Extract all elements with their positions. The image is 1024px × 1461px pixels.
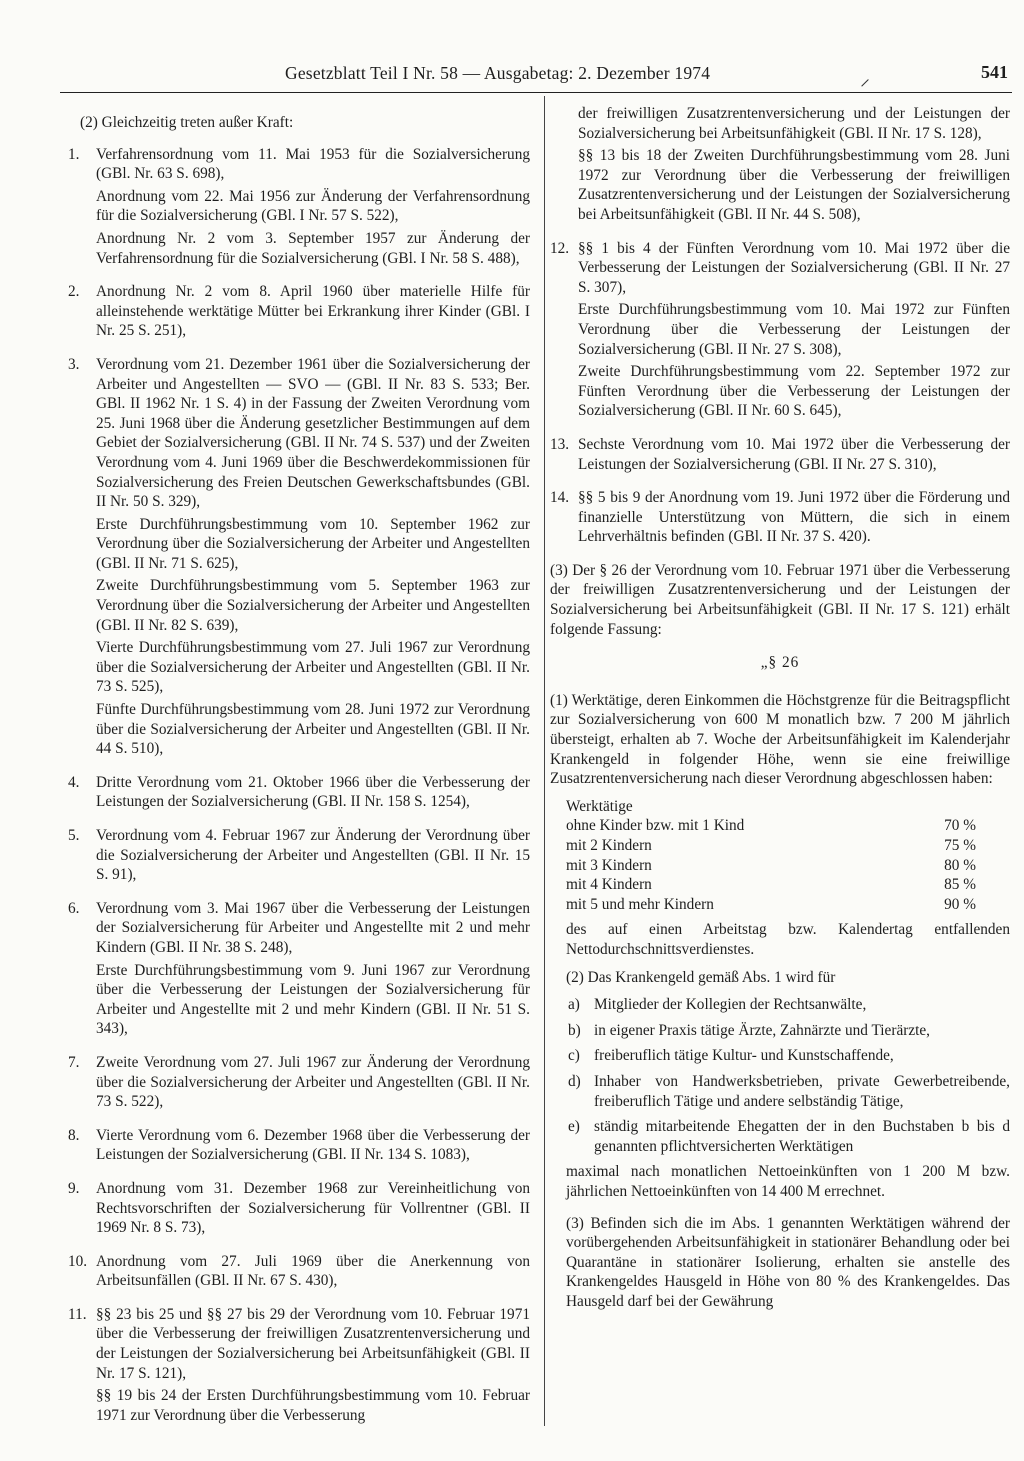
item-number: 8. xyxy=(68,1126,80,1144)
section-heading: „§ 26 xyxy=(760,654,800,672)
right-column xyxy=(550,104,1010,1319)
letter-text: Inhaber von Handwerksbetrieben, private Gewerbetreibende, freiberuflich Tätige und andere selbständig Tätige, xyxy=(594,1072,1010,1110)
item-text: Zweite Durchführungsbestimmung vom 22. September 1972 zur Fünften Verordnung über die Verbesserung der Leistungen der Sozialversicherung (GBl. II Nr. 60 S. 645), xyxy=(578,363,1010,420)
handwritten-mark: ⸝ xyxy=(860,68,870,90)
item-text: Fünfte Durchführungsbestimmung vom 28. Juni 1972 zur Verordnung über die Sozialversicherung der Arbeiter und Angestellten (GBl. II Nr. 44 S. 510), xyxy=(96,701,530,758)
list-item xyxy=(68,145,530,269)
item-text: Dritte Verordnung vom 21. Oktober 1966 über die Verbesserung der Leistungen der Sozialversicherung (GBl. II Nr. 158 S. 1254), xyxy=(96,773,530,811)
letter-list xyxy=(550,995,1010,1156)
item-text: Vierte Durchführungsbestimmung vom 27. Juli 1967 zur Verordnung über die Sozialversicherung der Arbeiter und Angestellten (GBl. II Nr. 73 S. 525), xyxy=(96,639,530,696)
table-row xyxy=(566,836,976,856)
continued-text: §§ 13 bis 18 der Zweiten Durchführungsbestimmung vom 28. Juni 1972 zur Verordnung über die Verbesserung der freiwilligen Zusatzrentenversicherung und der Leistungen der Sozialversicherung bei Arbeitsunfähigkeit (GBl. II Nr. 44 S. 508), xyxy=(578,147,1010,223)
table-row xyxy=(566,856,976,876)
item-number: 4. xyxy=(68,773,80,791)
item-text: Anordnung Nr. 2 vom 8. April 1960 über materielle Hilfe für alleinstehende werktätige Mütter bei Erkrankung ihrer Kinder (GBl. I Nr. 25 S. 251), xyxy=(96,283,530,340)
table-row xyxy=(566,895,976,915)
item-number: 11. xyxy=(68,1305,87,1323)
row-value: 85 % xyxy=(944,876,976,894)
item-text: Erste Durchführungsbestimmung vom 10. Mai 1972 zur Fünften Verordnung über die Verbesserung der Leistungen der Sozialversicherung (GBl. II Nr. 27 S. 308), xyxy=(578,301,1010,358)
table-row xyxy=(566,816,976,836)
item-number: 7. xyxy=(68,1053,80,1071)
section-paragraph-2: (2) Das Krankengeld gemäß Abs. 1 wird für xyxy=(566,968,836,986)
item-text: Zweite Verordnung vom 27. Juli 1967 zur Änderung der Verordnung über die Sozialversicherung der Arbeiter und Angestellten (GBl. II Nr. 73 S. 522), xyxy=(96,1053,530,1111)
row-value: 75 % xyxy=(944,837,976,854)
item-number: 10. xyxy=(68,1252,88,1270)
letter-label: a) xyxy=(568,996,580,1014)
row-value: 70 % xyxy=(944,817,976,835)
item-number: 6. xyxy=(68,899,80,917)
item-text: §§ 5 bis 9 der Anordnung vom 19. Juni 1972 über die Förderung und finanzielle Unterstützung von Müttern, die sich in einem Lehrverhältnis befinden (GBl. II Nr. 37 S. 420). xyxy=(578,489,1010,546)
item-text: Verordnung vom 21. Dezember 1961 über die Sozialversicherung der Arbeiter und Angestellten — SVO — (GBl. II Nr. 83 S. 533; Ber. GBl. II 1962 Nr. 1 S. 4) in der Fassung der Zweiten Verordnung vom 25. Juni 1968 über die Änderung gesetzlicher Bestimmungen auf dem Gebiet der Sozialversicherung (GBl. II Nr. 74 S. 537) und der Zweiten Verordnung vom 4. Juni 1969 über die Beschwerdekommissionen für Sozialversicherung des Freien Deutschen Gewerkschaftsbundes (GBl. II Nr. 50 S. 329), xyxy=(96,355,530,511)
page-number: 541 xyxy=(981,62,1008,82)
list-item xyxy=(68,773,530,812)
item-number: 13. xyxy=(550,435,570,453)
item-text: Verfahrensordnung vom 11. Mai 1953 für die Sozialversicherung (GBl. Nr. 63 S. 698), xyxy=(96,145,530,183)
list-item xyxy=(550,488,1010,547)
column-divider xyxy=(544,96,545,1426)
section-paragraph-2-end: maximal nach monatlichen Nettoeinkünften von 1 200 M bzw. jährlichen Nettoeinkünften von 14 400 M errechnet. xyxy=(566,1163,1010,1200)
letter-text: Mitglieder der Kollegien der Rechtsanwälte, xyxy=(594,996,867,1014)
item-number: 2. xyxy=(68,283,80,301)
item-number: 14. xyxy=(550,489,570,507)
row-label: mit 4 Kindern xyxy=(566,876,652,894)
item-text: Zweite Durchführungsbestimmung vom 5. September 1963 zur Verordnung über die Sozialversicherung der Arbeiter und Angestellten (GBl. II Nr. 82 S. 639), xyxy=(96,577,530,634)
letter-item xyxy=(566,1072,1010,1111)
list-item xyxy=(68,826,530,885)
letter-item xyxy=(566,1021,1010,1041)
item-text: §§ 1 bis 4 der Fünften Verordnung vom 10. Mai 1972 über die Verbesserung der Leistungen der Sozialversicherung (GBl. II Nr. 27 S. 307), xyxy=(578,239,1010,296)
item-number: 5. xyxy=(68,827,80,844)
header-rule xyxy=(60,92,1012,93)
item-text: Erste Durchführungsbestimmung vom 10. September 1962 zur Verordnung über die Sozialversicherung der Arbeiter und Angestellten (GBl. II Nr. 71 S. 625), xyxy=(96,515,530,572)
list-item xyxy=(550,239,1010,421)
item-text: Verordnung vom 3. Mai 1967 über die Verbesserung der Leistungen der Sozialversicherung für Arbeiter und Angestellte mit 2 und mehr Kindern (GBl. II Nr. 38 S. 248), xyxy=(96,899,530,956)
row-value: 80 % xyxy=(944,856,976,874)
left-column xyxy=(68,113,530,1439)
letter-text: freiberuflich tätige Kultur- und Kunstschaffende, xyxy=(594,1047,894,1065)
continued-text: der freiwilligen Zusatzrentenversicherung und der Leistungen der Sozialversicherung bei Arbeitsunfähigkeit (GBl. II Nr. 17 S. 128), xyxy=(578,105,1010,142)
letter-label: d) xyxy=(568,1072,581,1090)
item-text: Anordnung Nr. 2 vom 3. September 1957 zur Änderung der Verfahrensordnung für die Sozialversicherung (GBl. I Nr. 58 S. 488), xyxy=(96,229,530,267)
table-header: Werktätige xyxy=(566,797,633,815)
table-footer: des auf einen Arbeitstag bzw. Kalendertag entfallenden Nettodurchschnittsverdienstes. xyxy=(566,921,1010,958)
item-number: 3. xyxy=(68,355,80,373)
item-text: Erste Durchführungsbestimmung vom 9. Juni 1967 zur Verordnung über die Verbesserung der Leistungen der Sozialversicherung für Arbeiter und Angestellte mit 2 und mehr Kindern (GBl. II Nr. 51 S. 343), xyxy=(96,961,530,1038)
letter-text: in eigener Praxis tätige Ärzte, Zahnärzte und Tierärzte, xyxy=(594,1021,930,1039)
letter-label: b) xyxy=(568,1021,581,1039)
row-label: mit 3 Kindern xyxy=(566,856,652,874)
item-text: Vierte Verordnung vom 6. Dezember 1968 über die Verbesserung der Leistungen der Sozialversicherung (GBl. II Nr. 134 S. 1083), xyxy=(96,1126,530,1164)
list-item xyxy=(68,1053,530,1112)
letter-item xyxy=(566,1117,1010,1156)
paragraph-3: (3) Der § 26 der Verordnung vom 10. Februar 1971 über die Verbesserung der freiwilligen Zusatzrentenversicherung und der Leistungen der Sozialversicherung bei Arbeitsunfähigkeit (GBl. II Nr. 17 S. 121) erhält folgende Fassung: xyxy=(550,561,1010,638)
item-text: Sechste Verordnung vom 10. Mai 1972 über die Verbesserung der Leistungen der Sozialversicherung (GBl. II Nr. 27 S. 310), xyxy=(578,435,1010,473)
item-text: Anordnung vom 22. Mai 1956 zur Änderung der Verfahrensordnung für die Sozialversicherung (GBl. I Nr. 57 S. 522), xyxy=(96,187,530,225)
item-text: Anordnung vom 27. Juli 1969 über die Anerkennung von Arbeitsunfällen (GBl. II Nr. 67 S. 430), xyxy=(96,1252,530,1290)
list-item xyxy=(68,1252,530,1291)
letter-item xyxy=(566,1046,1010,1066)
item-number: 9. xyxy=(68,1179,80,1197)
rate-table xyxy=(566,797,976,915)
row-label: mit 5 und mehr Kindern xyxy=(566,895,714,913)
list-item xyxy=(550,435,1010,474)
item-text: Verordnung vom 4. Februar 1967 zur Änderung der Verordnung über die Sozialversicherung der Arbeiter und Angestellten (GBl. II Nr. 15 S. 91), xyxy=(96,827,530,884)
page-header xyxy=(60,58,1012,88)
item-text: §§ 19 bis 24 der Ersten Durchführungsbestimmung vom 10. Februar 1971 zur Verordnung über die Verbesserung xyxy=(96,1387,530,1424)
list-item xyxy=(68,282,530,341)
table-row xyxy=(566,875,976,895)
list-item xyxy=(68,1179,530,1238)
letter-item xyxy=(566,995,1010,1015)
list-item xyxy=(68,1126,530,1165)
list-item xyxy=(68,1305,530,1426)
intro-paragraph: (2) Gleichzeitig treten außer Kraft: xyxy=(80,114,294,131)
section-paragraph-3: (3) Befinden sich die im Abs. 1 genannten Werktätigen während der vorübergehenden Arbeitsunfähigkeit in stationärer Behandlung oder bei Quarantäne in stationärer Isolierung, erhalten sie anstelle des Krankengeldes Hausgeld in Höhe von 80 % des Krankengeldes. Das Hausgeld darf bei der Gewährung xyxy=(566,1214,1010,1310)
row-label: mit 2 Kindern xyxy=(566,837,652,854)
letter-label: e) xyxy=(568,1118,580,1136)
item-number: 12. xyxy=(550,239,570,257)
row-label: ohne Kinder bzw. mit 1 Kind xyxy=(566,817,745,835)
item-number: 1. xyxy=(68,145,80,163)
letter-text: ständig mitarbeitende Ehegatten der in den Buchstaben b bis d genannten pflichtversicherten Werktätigen xyxy=(594,1118,1010,1155)
letter-label: c) xyxy=(568,1047,580,1065)
item-text: §§ 23 bis 25 und §§ 27 bis 29 der Verordnung vom 10. Februar 1971 über die Verbesserung der freiwilligen Zusatzrentenversicherung und der Leistungen der Sozialversicherung bei Arbeitsunfähigkeit (GBl. II Nr. 17 S. 121), xyxy=(96,1305,530,1382)
section-paragraph-1: (1) Werktätige, deren Einkommen die Höchstgrenze für die Beitragspflicht zur Sozialversicherung von 600 M monatlich bzw. 7 200 M jährlich übersteigt, erhalten ab 7. Woche der Arbeitsunfähigkeit im Kalenderjahr Krankengeld in folgender Höhe, wenn sie eine freiwillige Zusatzrentenversicherung nach dieser Verordnung abgeschlossen haben: xyxy=(550,691,1010,788)
row-value: 90 % xyxy=(944,895,976,913)
page-title: Gesetzblatt Teil I Nr. 58 — Ausgabetag: 2. Dezember 1974 xyxy=(285,63,711,83)
item-text: Anordnung vom 31. Dezember 1968 zur Vereinheitlichung von Rechtsvorschriften der Sozialversicherung für Vollrentner (GBl. II 1969 Nr. 8 S. 73), xyxy=(96,1179,530,1237)
list-item xyxy=(68,899,530,1039)
list-item xyxy=(68,355,530,759)
